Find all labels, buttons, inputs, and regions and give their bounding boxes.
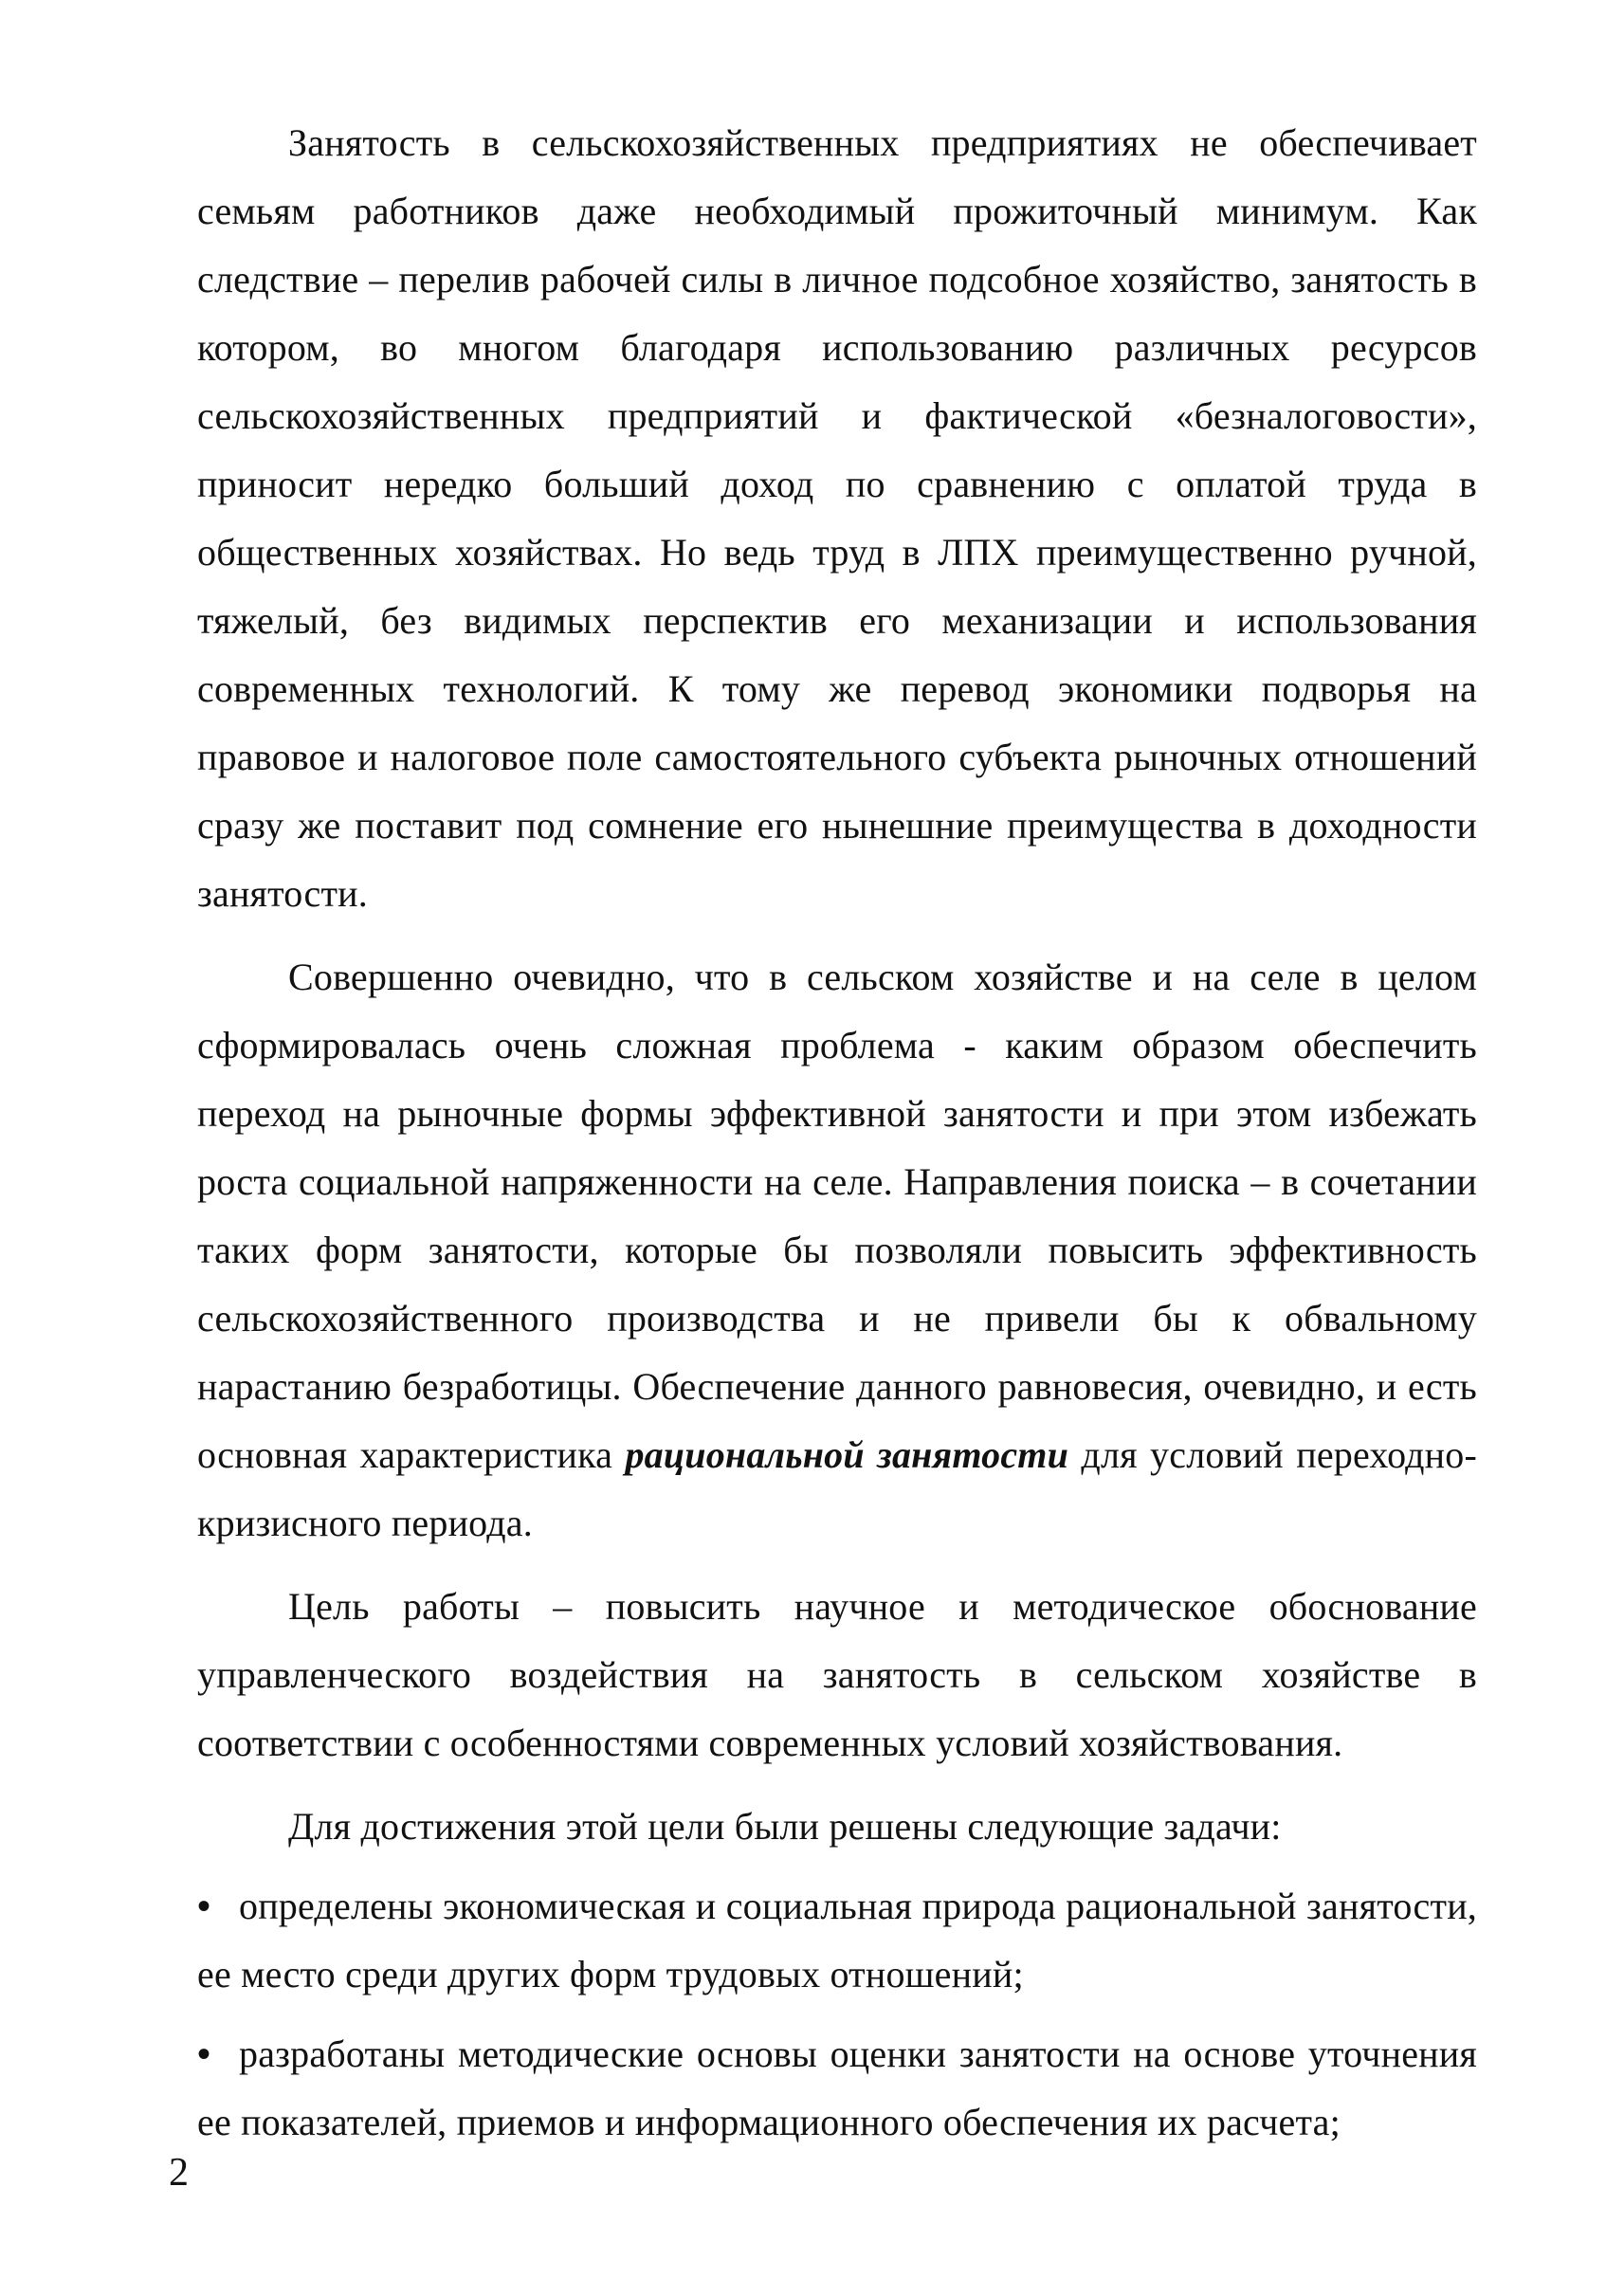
task-item xyxy=(197,1872,1477,2009)
paragraph-2-text: Совершенно очевидно, что в сельском хозяйстве и на селе в целом сформировалась очень сложная проблема - каким образом обеспечить переход на рыночные формы эффективной занятости и при этом избежать роста социальной напряженности на селе. Направления поиска – в сочетании таких форм занятости, которые бы позволяли повысить эффективность сельскохозяйственного производства и не привели бы к обвальному нарастанию безработицы. Обеспечение данного равновесия, очевидно, и есть основная характеристика xyxy=(197,956,1477,1476)
paragraph-2-tail: для условий переходно-кризисного периода. xyxy=(197,1433,1477,1544)
bullet-icon: • xyxy=(197,1885,211,1927)
page-number: 2 xyxy=(169,2151,189,2195)
task-list xyxy=(197,1872,1477,2157)
bullet-icon: • xyxy=(197,2032,211,2075)
paragraph-3: Цель работы – повысить научное и методическое обоснование управленческого воздействия на занятость в сельском хозяйстве в соответствии с особенностями современных условий хозяйствования. xyxy=(197,1585,1477,1764)
paragraph-1: Занятость в сельскохозяйственных предприятиях не обеспечивает семьям работников даже необходимый прожиточный минимум. Как следствие – перелив рабочей силы в личное подсобное хозяйство, занятость в котором, во многом благодаря использованию различных ресурсов сельскохозяйственных предприятий и фактической «безналоговости», приносит нередко больший доход по сравнению с оплатой труда в общественных хозяйствах. Но ведь труд в ЛПХ преимущественно ручной, тяжелый, без видимых перспектив его механизации и использования современных технологий. К тому же перевод экономики подворья на правовое и налоговое поле самостоятельного субъекта рыночных отношений сразу же поставит под сомнение его нынешние преимущества в доходности занятости. xyxy=(197,121,1477,915)
italic-term: рациональной занятости xyxy=(625,1433,1069,1476)
task-item xyxy=(197,2020,1477,2157)
paragraph-2 xyxy=(197,943,1477,1558)
task-text: определены экономическая и социальная природа рациональной занятости, ее место среди других форм трудовых отношений; xyxy=(197,1885,1477,1995)
paragraph-4: Для достижения этой цели были решены следующие задачи: xyxy=(288,1805,1282,1848)
document-page xyxy=(197,109,1477,2157)
task-text: разработаны методические основы оценки занятости на основе уточнения ее показателей, приемов и информационного обеспечения их расчета; xyxy=(197,2032,1477,2143)
